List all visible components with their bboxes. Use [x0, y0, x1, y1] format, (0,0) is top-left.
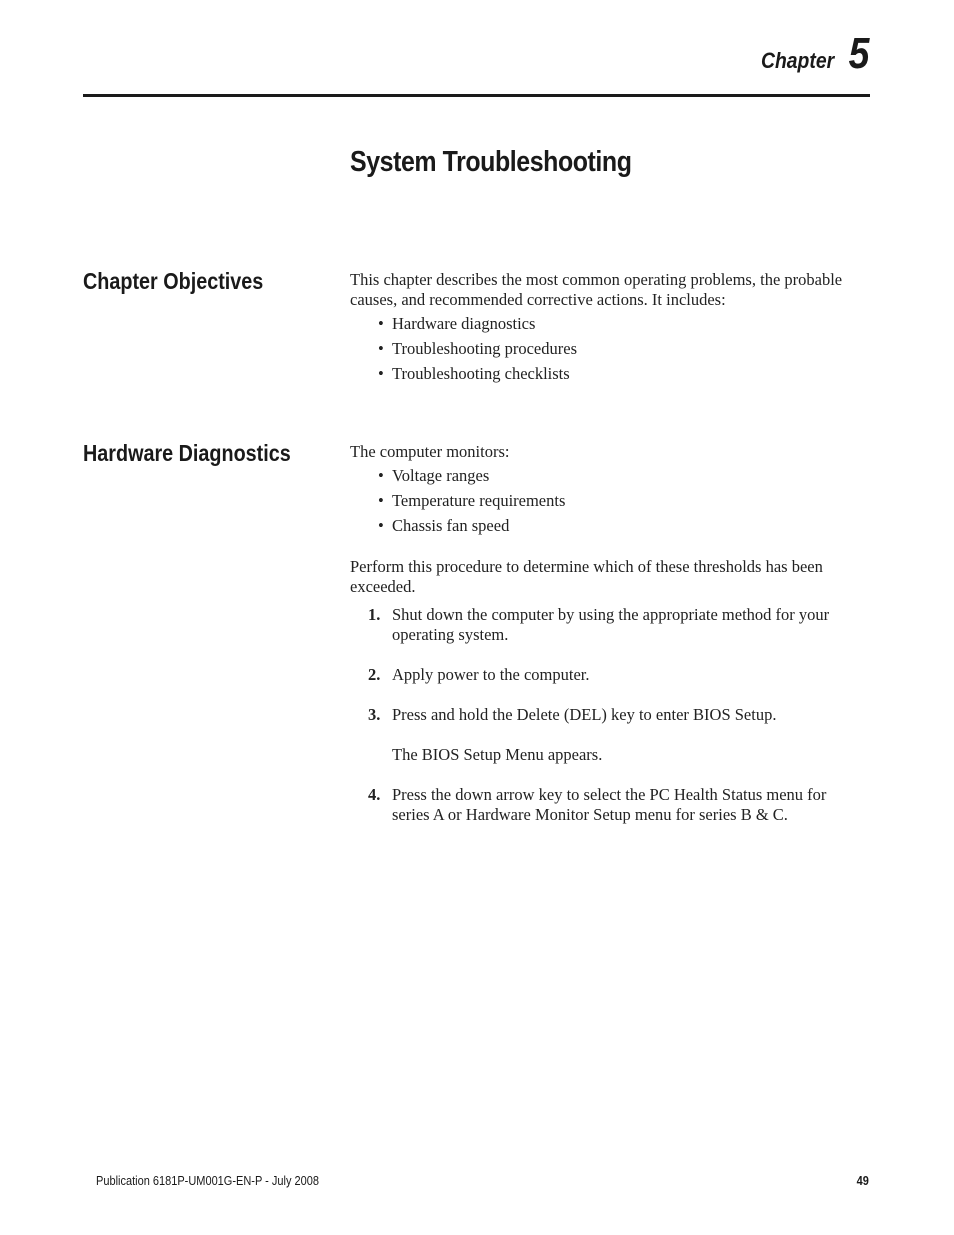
list-item: • Troubleshooting checklists: [378, 364, 570, 383]
section-heading-hardware-diagnostics: Hardware Diagnostics: [83, 440, 291, 466]
list-item: • Voltage ranges: [378, 466, 490, 485]
objectives-intro: This chapter describes the most common operating problems, the probable causes, and recommended corrective actions. It includes:: [350, 270, 843, 309]
step-result: The BIOS Setup Menu appears.: [392, 745, 603, 764]
monitors-list: [350, 466, 865, 541]
procedure-intro: Perform this procedure to determine which of these thresholds has been exceeded.: [350, 557, 823, 596]
procedure-steps: [350, 605, 865, 825]
page-title: System Troubleshooting: [350, 146, 632, 178]
objectives-list: [350, 314, 865, 389]
section-heading-chapter-objectives: Chapter Objectives: [83, 268, 264, 294]
footer-publication: Publication 6181P-UM001G-EN-P - July 2008: [96, 1174, 319, 1188]
header-rule: [83, 94, 870, 97]
list-item: • Hardware diagnostics: [378, 314, 536, 333]
list-item: • Temperature requirements: [378, 491, 566, 510]
chapter-number: 5: [848, 29, 869, 78]
hardware-intro: The computer monitors:: [350, 442, 510, 461]
chapter-word: Chapter: [761, 48, 835, 73]
step-item: 1. Shut down the computer by using the appropriate method for your operating system.: [368, 605, 830, 644]
chapter-label: [751, 29, 869, 78]
step-item: 2. Apply power to the computer.: [368, 665, 590, 684]
list-item: • Chassis fan speed: [378, 516, 510, 535]
step-item: 3. Press and hold the Delete (DEL) key to enter BIOS Setup. The BIOS Setup Menu appears.: [350, 705, 865, 765]
section-chapter-objectives: [350, 270, 865, 389]
page-number: 49: [856, 1174, 869, 1188]
section-hardware-diagnostics: [350, 442, 865, 845]
list-item: • Troubleshooting procedures: [378, 339, 577, 358]
step-item: 4. Press the down arrow key to select the PC Health Status menu for series A or Hardware Monitor Setup menu for series B & C.: [368, 785, 827, 824]
